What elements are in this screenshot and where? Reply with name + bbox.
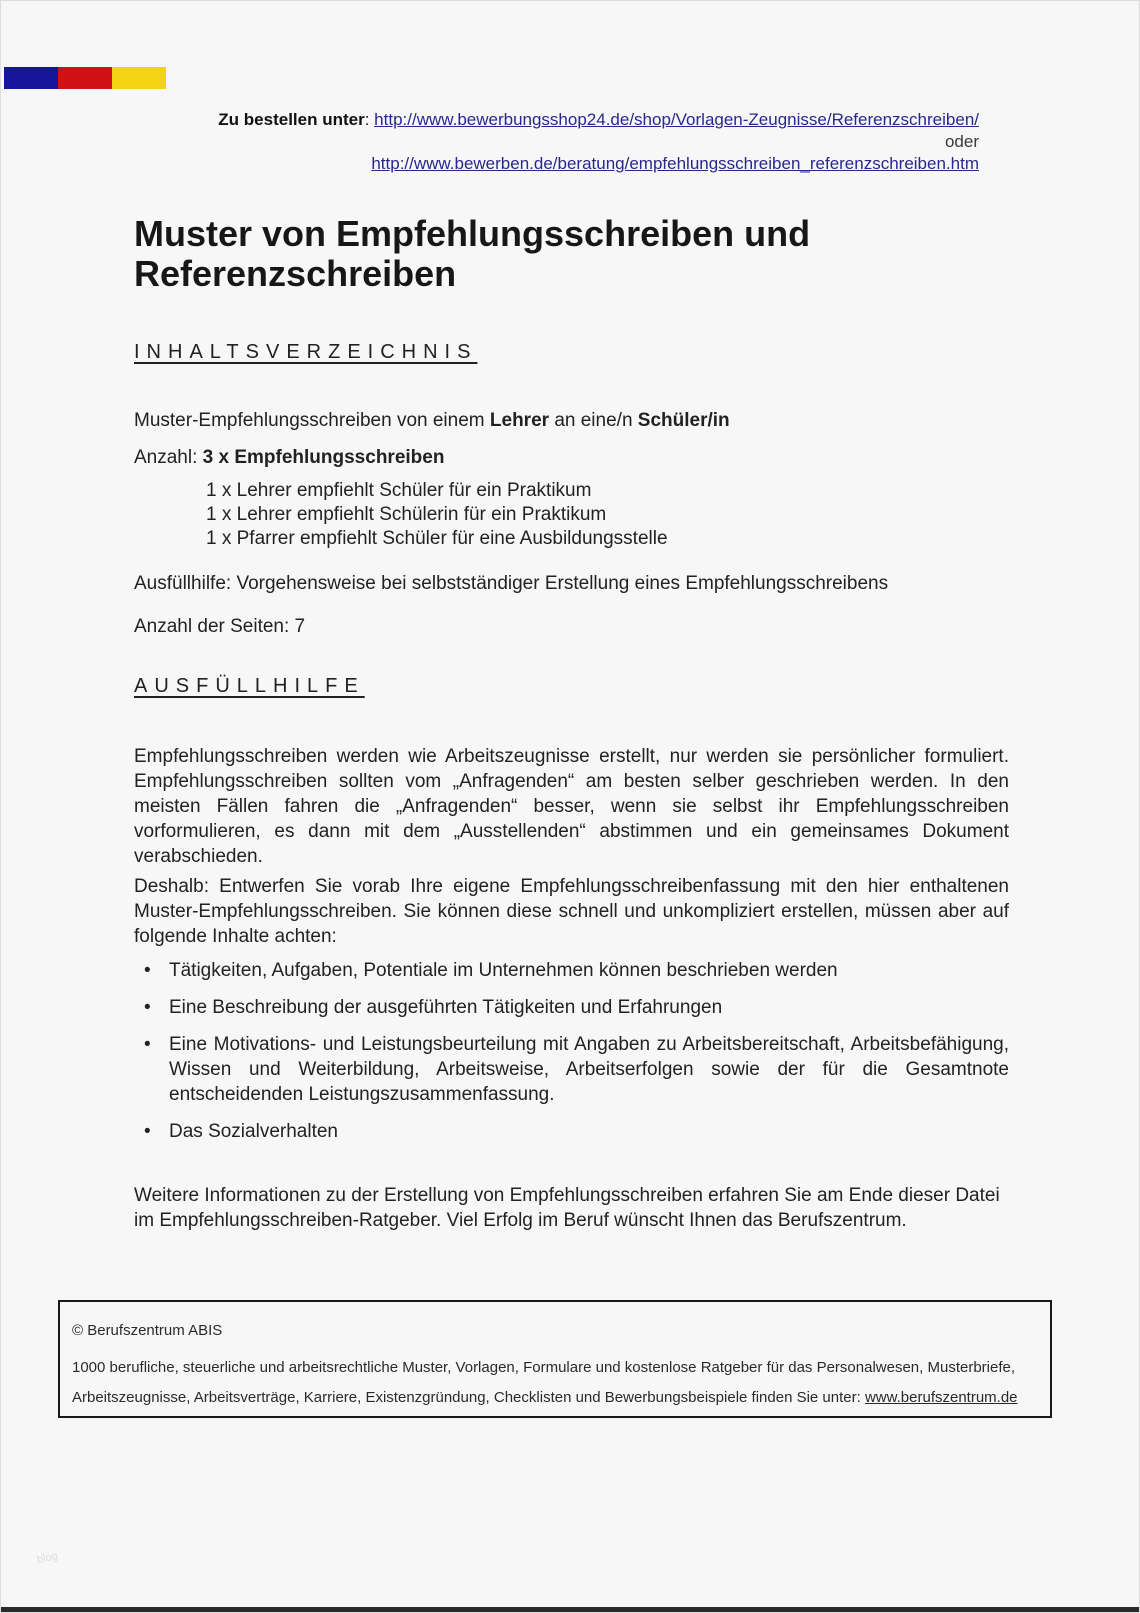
anzahl-value: 3 x Empfehlungsschreiben	[202, 447, 445, 468]
bullet-item	[134, 995, 1009, 1020]
order-line-1	[111, 109, 979, 131]
flag-red-block	[58, 67, 112, 89]
bullet-text: Tätigkeiten, Aufgaben, Potentiale im Unternehmen können beschrieben werden	[169, 960, 838, 981]
bullet-text: Das Sozialverhalten	[169, 1121, 338, 1142]
bullet-icon: •	[144, 1034, 151, 1055]
content-bullet-list	[134, 958, 1009, 1156]
closing-paragraph: Weitere Informationen zu der Erstellung von Empfehlungsschreiben erfahren Sie am Ende dieser Datei im Empfehlungsschreiben-Ratgeber. Viel Erfolg im Beruf wünscht Ihnen das Berufszentrum.	[134, 1185, 1000, 1231]
toc-intro-bold-lehrer: Lehrer	[489, 410, 550, 431]
footer-description	[72, 1353, 1038, 1413]
toc-intro-text-1: Muster-Empfehlungsschreiben von einem	[134, 410, 490, 431]
bullet-icon: •	[144, 997, 151, 1018]
toc-intro-line	[134, 408, 1014, 433]
flag-yellow-block	[112, 67, 166, 89]
beratung-link[interactable]: http://www.bewerben.de/beratung/empfehlungsschreiben_referenzschreiben.htm	[371, 154, 979, 173]
toc-intro-bold-schueler: Schüler/in	[637, 410, 730, 431]
blog-watermark: blog	[35, 1549, 59, 1567]
toc-item: 1 x Lehrer empfiehlt Schülerin für ein Praktikum	[206, 504, 607, 525]
bottom-bar	[1, 1607, 1139, 1612]
bullet-item	[134, 1119, 1009, 1144]
oder-text: oder	[944, 132, 979, 151]
toc-heading: INHALTSVERZEICHNIS	[134, 341, 478, 363]
order-separator: :	[364, 110, 375, 129]
footer-info-box	[58, 1300, 1052, 1418]
berufszentrum-link[interactable]: www.berufszentrum.de	[864, 1389, 1018, 1406]
bullet-item	[134, 958, 1009, 983]
toc-item: 1 x Pfarrer empfiehlt Schüler für eine Ausbildungsstelle	[206, 528, 668, 549]
bullet-text: Eine Motivations- und Leistungsbeurteilung mit Angaben zu Arbeitsbereitschaft, Arbeitsbefähigung, Wissen und Weiterbildung, Arbeitsweise, Arbeitserfolgen sowie der für die Gesamtnote entscheidenden Leistungszusammenfassung.	[169, 1034, 1009, 1105]
bullet-icon: •	[144, 960, 151, 981]
bullet-icon: •	[144, 1121, 151, 1142]
copyright-line: © Berufszentrum ABIS	[72, 1322, 223, 1339]
toc-item-list	[206, 479, 668, 551]
help-paragraph-1: Empfehlungsschreiben werden wie Arbeitszeugnisse erstellt, nur werden sie persönlicher formuliert. Empfehlungsschreiben sollten vom „Anfragenden“ am besten selber geschrieben werden. In den meisten Fällen fahren die „Anfragenden“ besser, wenn sie selbst ihr Empfehlungsschreiben vorformulieren, es dann mit dem „Ausstellenden“ abstimmen und ein gemeinsames Dokument verabschieden.	[134, 746, 1009, 867]
order-label: Zu bestellen unter	[218, 110, 365, 129]
page-count-line: Anzahl der Seiten: 7	[134, 616, 306, 637]
flag-strip	[4, 67, 166, 89]
anzahl-label: Anzahl:	[134, 447, 203, 468]
toc-intro-text-2: an eine/n	[549, 410, 638, 431]
page-title: Muster von Empfehlungsschreiben und Referenzschreiben	[134, 213, 811, 294]
bullet-item	[134, 1032, 1009, 1107]
footer-text: 1000 berufliche, steuerliche und arbeitsrechtliche Muster, Vorlagen, Formulare und kostenlose Ratgeber für das Personalwesen, Musterbriefe, Arbeitszeugnisse, Arbeitsverträge, Karriere, Existenzgründung, Checklisten und Bewerbungsbeispiele finden Sie unter:	[72, 1359, 1016, 1406]
ausfuellhilfe-summary-line: Ausfüllhilfe: Vorgehensweise bei selbstständiger Erstellung eines Empfehlungsschreibens	[134, 573, 889, 594]
toc-item: 1 x Lehrer empfiehlt Schüler für ein Praktikum	[206, 480, 592, 501]
order-links-block	[111, 109, 979, 175]
ausfuellhilfe-heading: AUSFÜLLHILFE	[134, 675, 365, 697]
shop-link[interactable]: http://www.bewerbungsshop24.de/shop/Vorlagen-Zeugnisse/Referenzschreiben/	[374, 110, 979, 129]
bullet-text: Eine Beschreibung der ausgeführten Tätigkeiten und Erfahrungen	[169, 997, 723, 1018]
toc-anzahl-line	[134, 445, 1014, 470]
help-paragraph-2: Deshalb: Entwerfen Sie vorab Ihre eigene Empfehlungsschreibenfassung mit den hier enthaltenen Muster-Empfehlungsschreiben. Sie können diese schnell und unkompliziert erstellen, müssen aber auf folgende Inhalte achten:	[134, 876, 1009, 947]
flag-blue-block	[4, 67, 58, 89]
